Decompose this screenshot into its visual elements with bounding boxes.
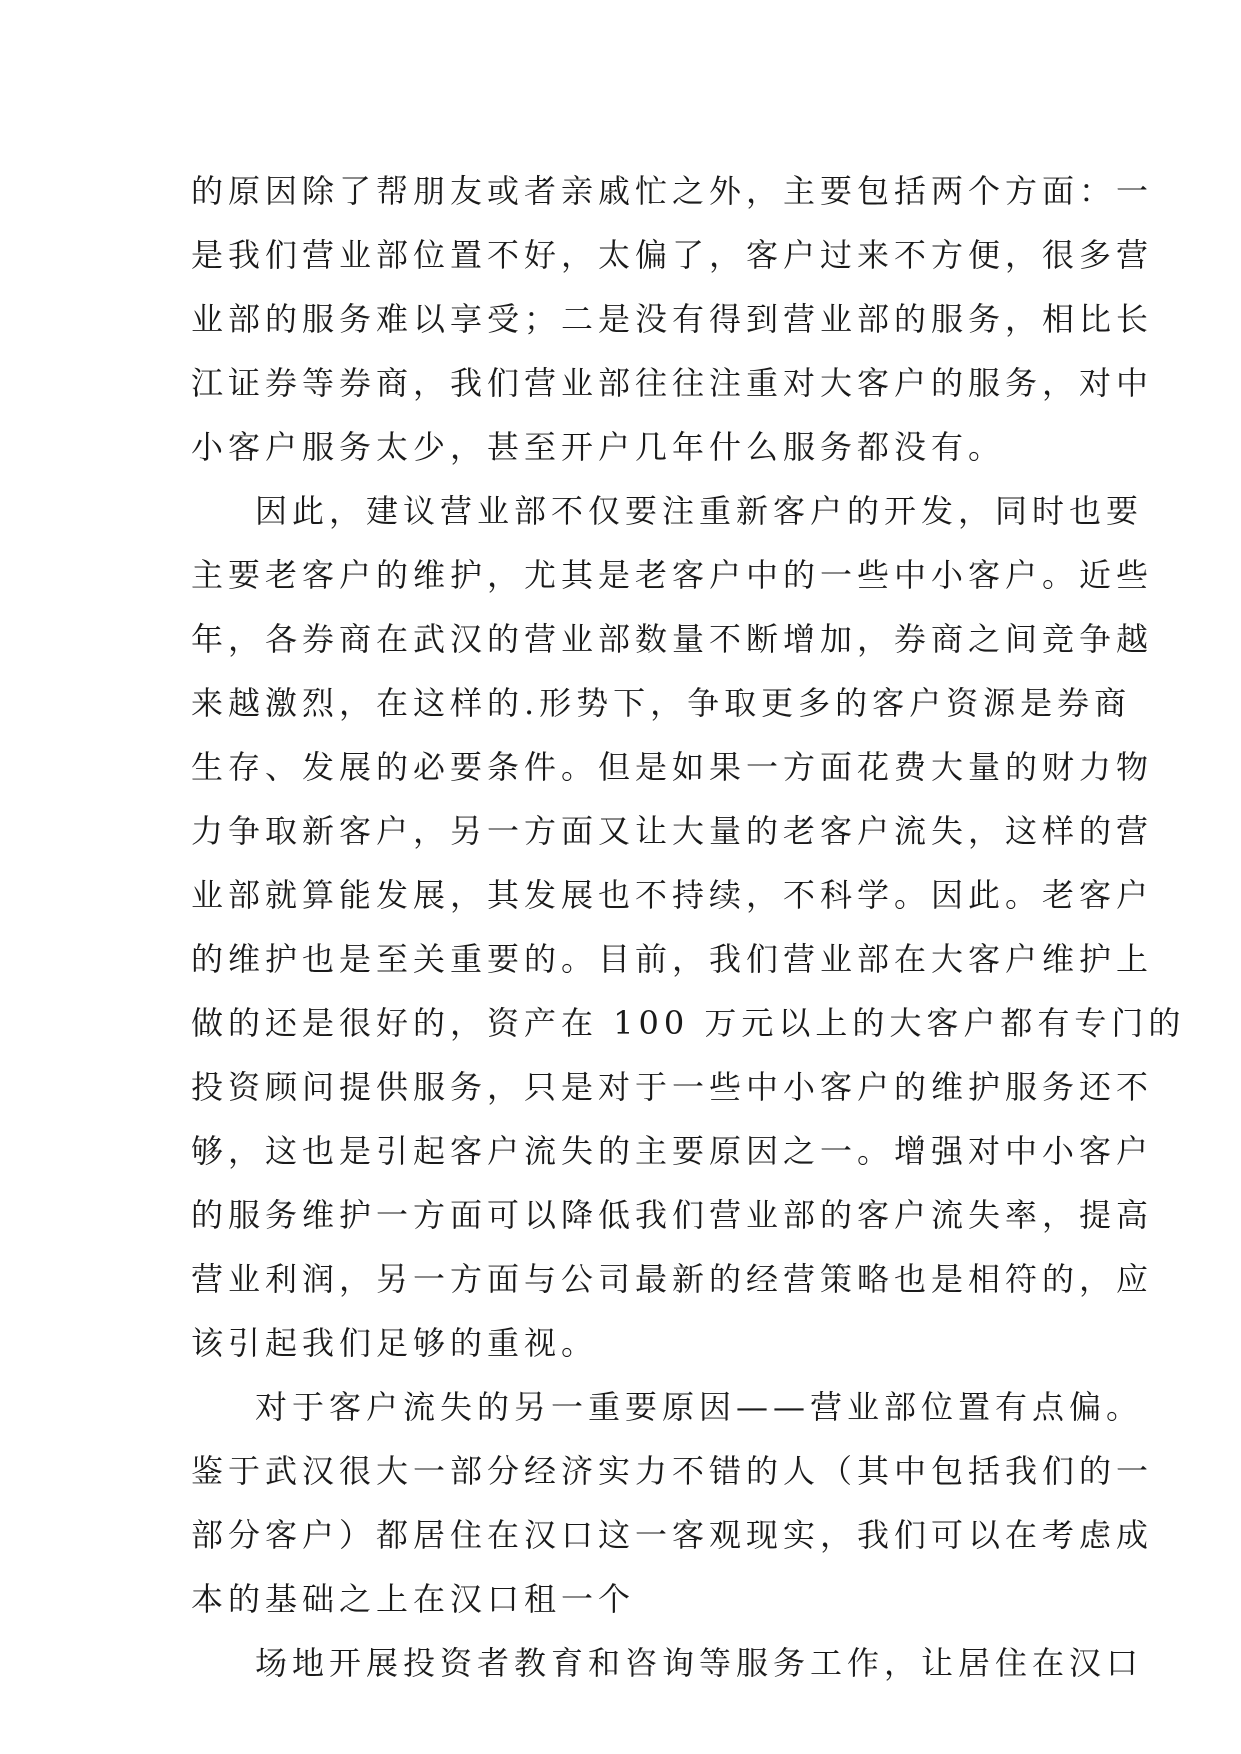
text-line: 营业利润，另一方面与公司最新的经营策略也是相符的，应 bbox=[191, 1260, 1154, 1298]
paragraph-start-line: 因此，建议营业部不仅要注重新客户的开发，同时也要 bbox=[255, 492, 1144, 530]
text-line: 做的还是很好的，资产在 100 万元以上的大客户都有专门的 bbox=[191, 1004, 1186, 1042]
text-line: 业部就算能发展，其发展也不持续，不科学。因此。老客户 bbox=[191, 876, 1154, 914]
text-line: 小客户服务太少，甚至开户几年什么服务都没有。 bbox=[191, 428, 1006, 466]
text-line: 力争取新客户，另一方面又让大量的老客户流失，这样的营 bbox=[191, 812, 1154, 850]
paragraph-start-line: 对于客户流失的另一重要原因——营业部位置有点偏。 bbox=[255, 1388, 1144, 1426]
text-line: 主要老客户的维护，尤其是老客户中的一些中小客户。近些 bbox=[191, 556, 1154, 594]
text-line: 是我们营业部位置不好，太偏了，客户过来不方便，很多营 bbox=[191, 236, 1154, 274]
body-text bbox=[191, 159, 1186, 1695]
text-line: 够，这也是引起客户流失的主要原因之一。增强对中小客户 bbox=[191, 1132, 1154, 1170]
text-line: 业部的服务难以享受；二是没有得到营业部的服务，相比长 bbox=[191, 300, 1154, 338]
text-line: 投资顾问提供服务，只是对于一些中小客户的维护服务还不 bbox=[191, 1068, 1154, 1106]
text-line: 鉴于武汉很大一部分经济实力不错的人（其中包括我们的一 bbox=[191, 1452, 1154, 1490]
text-line: 生存、发展的必要条件。但是如果一方面花费大量的财力物 bbox=[191, 748, 1154, 786]
text-line: 的服务维护一方面可以降低我们营业部的客户流失率，提高 bbox=[191, 1196, 1154, 1234]
text-line: 年，各券商在武汉的营业部数量不断增加，券商之间竞争越 bbox=[191, 620, 1154, 658]
text-line: 该引起我们足够的重视。 bbox=[191, 1324, 599, 1362]
text-line: 江证券等券商，我们营业部往往注重对大客户的服务，对中 bbox=[191, 364, 1154, 402]
text-line: 部分客户）都居住在汉口这一客观现实，我们可以在考虑成 bbox=[191, 1516, 1154, 1554]
text-line: 的维护也是至关重要的。目前，我们营业部在大客户维护上 bbox=[191, 940, 1154, 978]
text-line: 来越激烈，在这样的.形势下，争取更多的客户资源是券商 bbox=[191, 684, 1132, 722]
text-line: 的原因除了帮朋友或者亲戚忙之外，主要包括两个方面：一 bbox=[191, 172, 1154, 210]
text-line: 本的基础之上在汉口租一个 bbox=[191, 1580, 636, 1618]
paragraph-start-line: 场地开展投资者教育和咨询等服务工作，让居住在汉口 bbox=[255, 1644, 1144, 1682]
